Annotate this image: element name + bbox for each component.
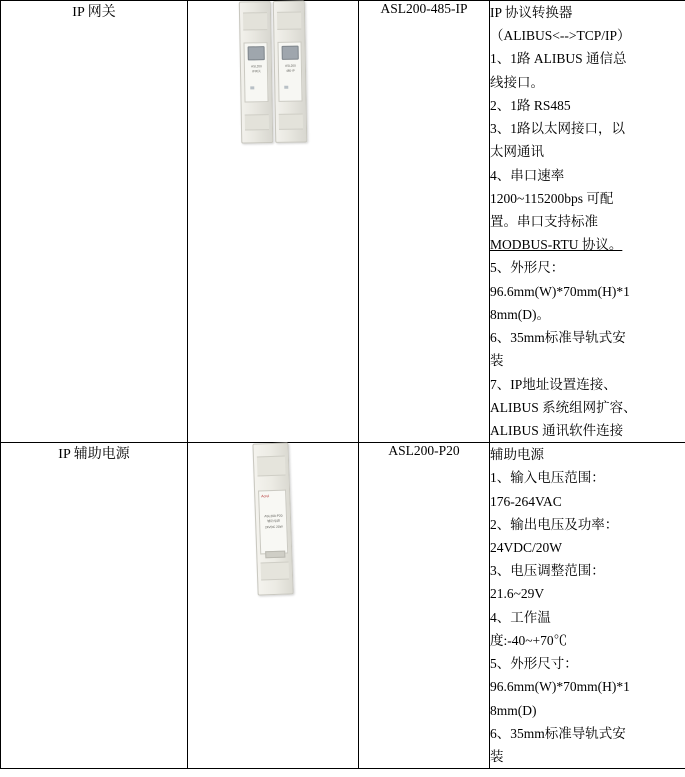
- desc-line: 太网通讯: [490, 144, 544, 160]
- module-port: [248, 46, 265, 60]
- desc-line: 装: [490, 749, 504, 764]
- product-model: ASL200-485-IP: [380, 1, 468, 16]
- module-port: [282, 46, 299, 60]
- desc-line: 8mm(D)。: [490, 306, 550, 322]
- desc-line: 6、35mm标准导轨式安: [490, 725, 626, 741]
- desc-line: 2、1路 RS485: [490, 97, 571, 113]
- desc-line: 24VDC/20W: [490, 540, 562, 556]
- desc-line: IP 协议转换器: [490, 5, 573, 20]
- power-supply-device-illustration: [244, 442, 301, 594]
- module-bottom-notch: [261, 562, 290, 581]
- gateway-module-right: [273, 0, 307, 143]
- desc-line: 96.6mm(W)*70mm(H)*1: [490, 679, 630, 695]
- product-description-cell: [490, 1, 685, 443]
- desc-line: 96.6mm(W)*70mm(H)*1: [490, 283, 630, 299]
- desc-line: 6、35mm标准导轨式安: [490, 330, 626, 346]
- module-top-notch: [243, 12, 267, 30]
- brand-mark: Acrel: [261, 494, 270, 499]
- module-label-text: ASL200 IP网关: [251, 64, 262, 73]
- desc-line: （ALIBUS<-->TCP/IP）: [490, 28, 631, 44]
- desc-line: 4、串口速率: [490, 167, 565, 183]
- desc-line: ALIBUS 通讯软件连接: [490, 422, 624, 438]
- desc-line: 2、输出电压及功率：: [490, 516, 619, 532]
- gateway-module-left: [239, 1, 273, 144]
- desc-line: 4、工作温: [490, 609, 551, 625]
- desc-line: 辅助电源: [490, 447, 544, 463]
- power-supply-module: [252, 443, 293, 596]
- product-name: IP 网关: [72, 5, 116, 20]
- product-model-cell: [359, 1, 490, 443]
- desc-line: 1、输入电压范围：: [490, 470, 605, 486]
- desc-line: 3、电压调整范围：: [490, 563, 605, 579]
- module-label-text: ASL200 485-IP: [285, 63, 296, 73]
- desc-line: 1、1路 ALIBUS 通信总: [490, 51, 627, 67]
- desc-line: 176-264VAC: [490, 493, 562, 509]
- product-name: IP 辅助电源: [58, 447, 130, 463]
- desc-line: 度:-40~+70℃: [490, 632, 568, 648]
- desc-line: 5、外形尺寸：: [490, 656, 578, 672]
- product-image-cell: [188, 1, 359, 443]
- module-led-indicator: [284, 86, 288, 89]
- module-bottom-notch: [245, 114, 269, 130]
- module-top-notch: [277, 12, 301, 30]
- desc-line: 21.6~29V: [490, 586, 545, 602]
- desc-line: 8mm(D): [490, 702, 537, 718]
- module-top-notch: [257, 456, 286, 477]
- module-label-text: ASL200-P20 辅助电源 24VDC 20W: [264, 513, 283, 530]
- product-model-cell: [359, 443, 490, 769]
- desc-line: 7、IP地址设置连接、: [490, 376, 617, 392]
- product-description-cell: [490, 443, 685, 769]
- desc-line: 5、外形尺：: [490, 260, 565, 276]
- product-model: ASL200-P20: [388, 443, 460, 459]
- desc-line: ALIBUS 系统组网扩容、: [490, 399, 637, 415]
- terminal-block: [265, 551, 285, 559]
- table-row: [1, 1, 685, 443]
- desc-line: 3、1路以太网接口，以: [490, 121, 625, 137]
- desc-line: 1200~115200bps 可配: [490, 190, 614, 206]
- module-led-indicator: [250, 86, 254, 89]
- table-row: [1, 443, 685, 769]
- desc-line-underlined: MODBUS-RTU 协议。: [490, 237, 623, 253]
- module-bottom-notch: [279, 113, 303, 129]
- ip-gateway-device-illustration: [237, 0, 309, 141]
- product-name-cell: [1, 1, 188, 443]
- desc-line: 置。串口支持标准: [490, 213, 598, 229]
- desc-line: 装: [490, 353, 504, 369]
- product-name-cell: [1, 443, 188, 769]
- desc-line: 线接口。: [490, 74, 544, 90]
- product-image-cell: [188, 443, 359, 769]
